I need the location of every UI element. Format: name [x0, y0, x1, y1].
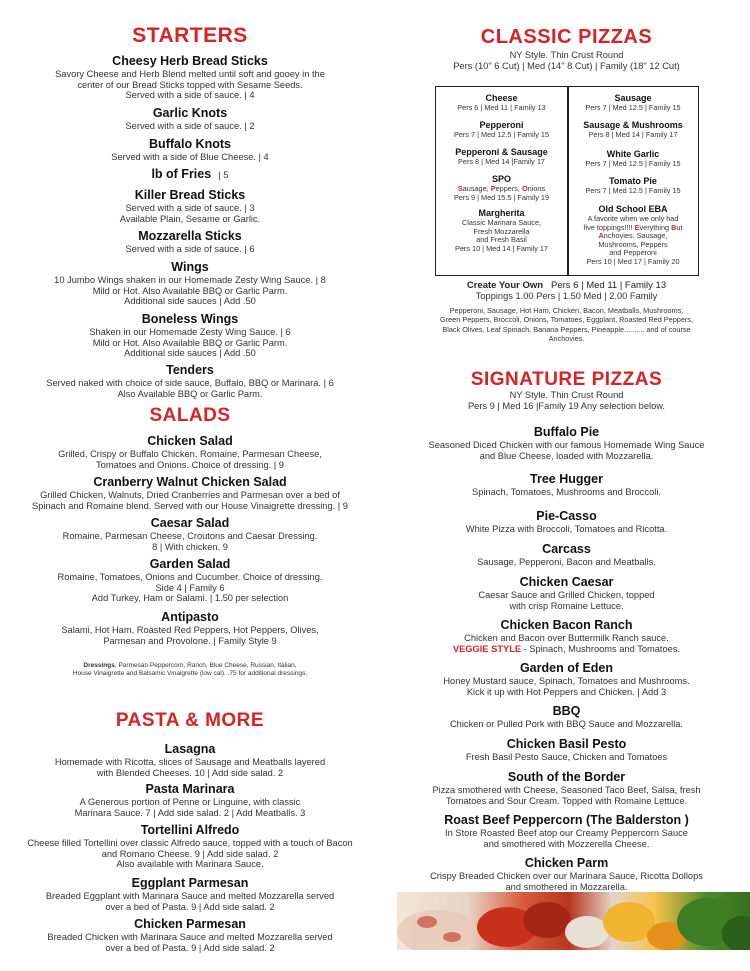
pizza-toppings-photo	[397, 892, 750, 950]
item-desc: Served naked with choice of side sauce, Buffalo, BBQ or Marinara. | 6 Also Available BBQ or Garlic Parm.	[46, 378, 334, 399]
pizza-price: Pers 6 | Med 11 | Family 13	[457, 103, 546, 112]
menu-item	[0, 742, 380, 778]
menu-item	[0, 137, 380, 163]
signature-sizes: Pers 9 | Med 16 |Family 19 Any selection below.	[467, 401, 666, 411]
cyo-price: Pers 6 | Med 11 | Family 13	[551, 280, 667, 291]
item-name: Eggplant Parmesan	[131, 876, 249, 890]
pizza-name: Tomato Pie	[609, 176, 657, 186]
item-name: Lasagna	[164, 742, 216, 756]
pizza-name: Old School EBA	[598, 204, 668, 214]
item-name: Chicken Parmesan	[134, 917, 246, 931]
cyo-label: Create Your Own	[466, 280, 544, 291]
item-desc: Romaine, Tomatoes, Onions and Cucumber. Choice of dressing. Side 4 | Family 6 Add Turkey, Ham or Salami. | 1.50 per selection	[57, 572, 323, 604]
item-name: Garden Salad	[149, 557, 231, 571]
menu-item	[0, 312, 380, 359]
item-name: Chicken Salad	[147, 434, 233, 448]
classic-sizes: Pers (10" 6 Cut) | Med (14" 8 Cut) | Family (18" 12 Cut)	[453, 61, 680, 71]
menu-item	[383, 770, 750, 806]
pizza-price: Pers 7 | Med 12.5 | Family 15	[585, 103, 681, 112]
menu-item	[0, 188, 380, 224]
vegetables-image	[397, 892, 750, 950]
menu-item	[0, 434, 380, 470]
item-name: Cheesy Herb Bread Sticks	[112, 54, 268, 68]
toppings-price: Toppings 1.00 Pers | 1.50 Med | 2.00 Family	[475, 291, 658, 301]
salads-title: SALADS	[149, 405, 231, 426]
menu-item	[383, 509, 750, 535]
item-desc: Homemade with Ricotta, slices of Sausage and Meatballs layered with Blended Cheeses. 10 | Add side salad. 2	[54, 757, 326, 778]
item-name: Carcass	[542, 542, 591, 556]
dressings-note	[0, 662, 380, 678]
starters-title: STARTERS	[132, 24, 248, 47]
item-desc: Breaded Eggplant with Marinara Sauce and melted Mozzarella served over a bed of Pasta. 9 | Add side salad. 2	[45, 891, 335, 912]
pizza-name: Cheese	[485, 93, 518, 103]
pizza-name: Sausage & Mushrooms	[583, 120, 683, 130]
menu-item	[383, 575, 750, 611]
pizza-cell	[568, 120, 698, 140]
item-desc: Cheese filled Tortellini over classic Alfredo sauce, topped with a touch of Bacon and Romano Cheese. 9 | Add side salad. 2 Also available with Marinara Sauce.	[27, 838, 353, 870]
menu-item	[0, 876, 380, 912]
pasta-title: PASTA & MORE	[115, 710, 265, 731]
pizza-price: Pers 7 | Med 12.5 | Family 15	[585, 186, 681, 195]
item-name: Boneless Wings	[141, 312, 239, 326]
pizza-name: White Garlic	[606, 149, 660, 159]
item-name: Killer Bread Sticks	[134, 188, 246, 202]
menu-item	[383, 813, 750, 849]
item-desc: Shaken in our Homemade Zesty Wing Sauce. | 6 Mild or Hot. Also Available BBQ or Garlic Parm. Additional side sauces | Add .50	[89, 327, 291, 359]
item-desc: Crispy Breaded Chicken over our Marinara Sauce, Ricotta Dollops and smothered in Mozzarella.	[430, 871, 703, 892]
item-desc: Chicken and Bacon over Buttermilk Ranch sauce.	[464, 633, 669, 643]
pizza-cell	[568, 149, 698, 169]
menu-item	[0, 260, 380, 307]
item-desc: Seasoned Diced Chicken with our famous Homemade Wing Sauce and Blue Cheese, loaded with Mozzarella.	[428, 440, 705, 461]
pizza-ingredients: Sausage, Peppers, Onions	[457, 184, 546, 193]
menu-item	[0, 610, 380, 646]
item-desc: Grilled Chicken, Walnuts, Dried Cranberries and Parmesan over a bed of Spinach and Romaine blend. Served with our House Vinaigrette dressing. | 9	[32, 490, 348, 511]
signature-subtitle: NY Style. Thin Crust Round	[509, 390, 624, 400]
pizza-price: Pers 7 | Med 12.5 | Family 15	[453, 130, 550, 139]
pizza-price: Pers 8 | Med 14 | Family 17	[588, 130, 678, 139]
menu-item	[383, 704, 750, 730]
item-desc: Served with a side of sauce. | 2	[125, 121, 255, 131]
pizza-name: Margherita	[478, 208, 525, 218]
item-name: Chicken Parm	[524, 856, 609, 870]
item-name: Tenders	[166, 363, 214, 377]
menu-item	[0, 557, 380, 604]
item-desc: Served with a side of sauce. | 6	[125, 244, 255, 254]
item-desc: White Pizza with Broccoli, Tomatoes and Ricotta.	[465, 524, 668, 534]
item-desc: Spinach, Tomatoes, Mushrooms and Broccoli.	[472, 487, 661, 497]
item-desc: Romaine, Parmesan Cheese, Croutons and Caesar Dressing. 8 | With chicken. 9	[62, 531, 318, 552]
veggie-style-note	[383, 644, 750, 655]
menu-item	[0, 782, 380, 818]
pizza-price: Pers 9 | Med 15.5 | Family 19	[453, 192, 550, 202]
item-desc: Honey Mustard sauce, Spinach, Tomatoes and Mushrooms. Kick it up with Hot Peppers and Chicken. | Add 3	[443, 676, 690, 697]
menu-item	[0, 516, 380, 552]
menu-item	[0, 475, 380, 511]
item-desc: Served with a side of sauce. | 3 Available Plain, Sesame or Garlic.	[119, 203, 261, 224]
item-name: Garlic Knots	[152, 106, 228, 120]
item-name: Roast Beef Peppercorn (The Balderston )	[444, 813, 689, 827]
item-desc: Savory Cheese and Herb Blend melted until soft and gooey in the center of our Bread Sticks topped with Sesame Seeds. Served with a side of sauce. | 4	[55, 69, 325, 101]
item-name: Buffalo Pie	[533, 425, 600, 439]
pizza-cell	[436, 208, 567, 253]
item-price: | 5	[218, 170, 229, 181]
pizza-cell	[568, 204, 698, 267]
menu-item	[383, 425, 750, 461]
item-desc: In Store Roasted Beef atop our Creamy Peppercorn Sauce and smothered with Mozzerella Cheese.	[445, 828, 688, 849]
item-desc: Breaded Chicken with Marinara Sauce and melted Mozzarella served over a bed of Pasta. 9 | Add side salad. 2	[47, 932, 333, 953]
menu-item	[383, 737, 750, 763]
pizza-price: Pers 10 | Med 17 | Family 20	[586, 256, 680, 266]
veggie-text: - Spinach, Mushrooms and Tomatoes.	[521, 643, 681, 654]
item-name: Antipasto	[161, 610, 219, 624]
item-name: South of the Border	[507, 770, 626, 784]
menu-item	[383, 618, 750, 654]
item-name: Tree Hugger	[530, 472, 603, 486]
item-name: Caesar Salad	[150, 516, 230, 530]
menu-item	[0, 917, 380, 953]
item-desc: 10 Jumbo Wings shaken in our Homemade Zesty Wing Sauce. | 8 Mild or Hot. Also Available BBQ or Garlic Parm. Additional side sauces | Add .50	[54, 275, 326, 307]
menu-item	[0, 167, 380, 183]
pizza-cell	[436, 174, 567, 202]
pizza-name: Sausage	[614, 93, 652, 103]
signature-title: SIGNATURE PIZZAS	[470, 369, 663, 390]
item-desc: Grilled, Crispy or Buffalo Chicken, Romaine, Parmesan Cheese, Tomatoes and Onions. Choice of dressing. | 9	[58, 449, 322, 470]
menu-item	[383, 542, 750, 568]
pizza-desc: Classic Marinara Sauce, Fresh Mozzarella and Fresh Basil Pers 10 | Med 14 | Family 17	[454, 218, 548, 253]
classic-pizza-grid	[435, 86, 699, 276]
menu-item	[383, 856, 750, 892]
dressings-label: Dressings	[83, 662, 115, 669]
menu-item	[0, 363, 380, 399]
item-desc: Pizza smothered with Cheese, Seasoned Taco Beef, Salsa, fresh Tomatoes and Sour Cream. Topped with Romaine Lettuce.	[432, 785, 701, 806]
pizza-cell	[436, 120, 567, 140]
item-desc: A Generous portion of Penne or Linguine, with classic Marinara Sauce. 7 | Add side salad. 2 | Add Meatballs. 3	[74, 797, 306, 818]
item-desc: Salami, Hot Ham, Roasted Red Peppers, Hot Peppers, Olives, Parmesan and Provolone. | Family Style 9	[61, 625, 319, 646]
pizza-cell	[568, 176, 698, 196]
item-desc: Fresh Basil Pesto Sauce, Chicken and Tomatoes	[465, 752, 668, 762]
item-desc: Served with a side of Blue Cheese. | 4	[111, 152, 269, 162]
menu-item	[383, 661, 750, 697]
menu-item	[383, 472, 750, 498]
item-name: Tortellini Alfredo	[140, 823, 240, 837]
item-name: Chicken Caesar	[519, 575, 614, 589]
pizza-desc: A favorite when we only had five toppings!!!! Everything But Anchovies. Sausage, Mushrooms, Peppers and Pepperoni	[583, 214, 683, 258]
item-desc: Chicken or Pulled Pork with BBQ Sauce and Mozzarella.	[449, 719, 684, 729]
item-name: lb of Fries	[151, 167, 212, 181]
item-desc: Sausage, Pepperoni, Bacon and Meatballs.	[477, 557, 656, 567]
item-name: Garden of Eden	[519, 661, 614, 675]
pizza-price: Pers 7 | Med 12.5 | Family 15	[585, 159, 681, 168]
pizza-name: Pepperoni	[479, 120, 524, 130]
pizza-cell	[436, 93, 567, 113]
pizza-name: SPO	[491, 174, 511, 184]
item-name: Pie-Casso	[536, 509, 597, 523]
item-name: Wings	[171, 260, 209, 274]
item-name: Pasta Marinara	[145, 782, 235, 796]
item-name: Mozzarella Sticks	[138, 229, 242, 243]
item-name: Chicken Bacon Ranch	[500, 618, 633, 632]
menu-item	[0, 106, 380, 132]
item-name: Buffalo Knots	[149, 137, 231, 151]
classic-title: CLASSIC PIZZAS	[480, 26, 653, 48]
item-name: BBQ	[552, 704, 581, 718]
menu-item	[0, 823, 380, 870]
toppings-list: Pepperoni, Sausage, Hot Ham, Chicken, Bacon, Meatballs, Mushrooms, Green Peppers, Broccoli, Onions, Tomatoes, Eggplant, Roasted Red Peppers, Black Olives, Leaf Spinach, Banana Peppers, Pineapple.......... and of course Anchovies.	[440, 306, 693, 344]
menu-item	[0, 229, 380, 255]
pizza-price: Pers 8 | Med 14 |Family 17	[458, 157, 545, 166]
dressings-text: , Parmesan Peppercorn, Ranch, Blue Cheese, Russian, Italian, House Vinaigrette and Balsamic Vinaigrette (low cal). .75 for additional dressings.	[72, 662, 308, 677]
menu-item	[0, 54, 380, 101]
item-desc: Caesar Sauce and Grilled Chicken, topped with crisp Romaine Lettuce.	[478, 590, 655, 611]
create-your-own	[383, 280, 750, 291]
item-name: Chicken Basil Pesto	[506, 737, 627, 751]
classic-subtitle: NY Style. Thin Crust Round	[509, 50, 624, 60]
pizza-cell	[568, 93, 698, 113]
item-name: Cranberry Walnut Chicken Salad	[93, 475, 287, 489]
pizza-name: Pepperoni & Sausage	[455, 147, 548, 157]
veggie-label: VEGGIE STYLE	[452, 643, 522, 654]
pizza-cell	[436, 147, 567, 167]
